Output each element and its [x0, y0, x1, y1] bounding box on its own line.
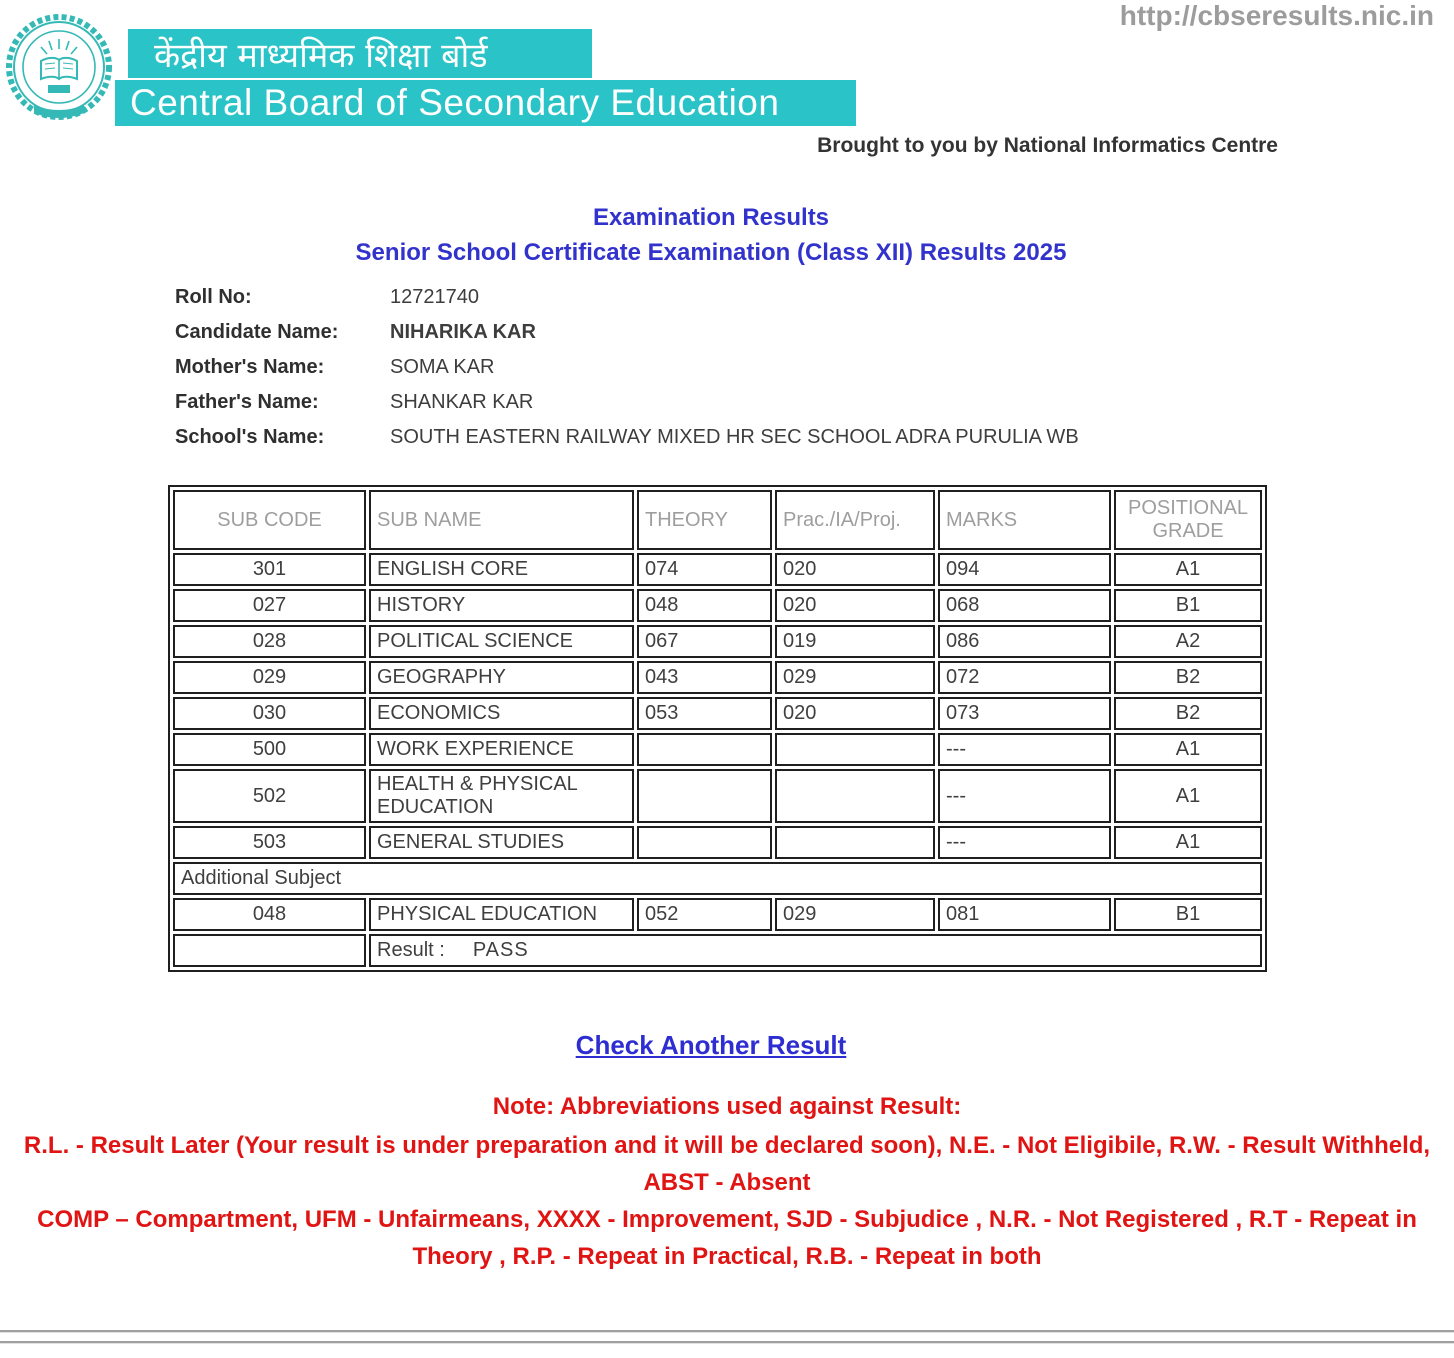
sub-name-cell: WORK EXPERIENCE: [369, 733, 634, 766]
brought-by-line: Brought to you by National Informatics Centre: [817, 134, 1278, 157]
result-row: [173, 934, 1262, 967]
positional-grade-cell: A1: [1114, 733, 1262, 766]
practical-marks-cell: 020: [775, 697, 935, 730]
sub-code-cell: 028: [173, 625, 366, 658]
sub-code-cell: 301: [173, 553, 366, 586]
total-marks-cell: 073: [938, 697, 1111, 730]
theory-marks-cell: 067: [637, 625, 772, 658]
column-header: SUB CODE: [173, 490, 366, 550]
sub-code-cell: 027: [173, 589, 366, 622]
info-value: 12721740: [390, 286, 479, 308]
note-heading: Note: Abbreviations used against Result:: [492, 1093, 962, 1120]
sub-code-cell: 503: [173, 826, 366, 859]
info-row: [175, 385, 1454, 420]
info-row: [175, 420, 1454, 455]
subject-row: [173, 553, 1262, 586]
result-value: PASS: [472, 939, 529, 961]
hindi-title-banner: [128, 29, 592, 78]
page-header: [0, 0, 1454, 168]
theory-marks-cell: 053: [637, 697, 772, 730]
info-row: [175, 280, 1454, 315]
additional-subject-row: [173, 862, 1262, 895]
subject-row: [173, 769, 1262, 823]
check-link-wrap: [0, 1030, 1422, 1061]
practical-marks-cell: [775, 826, 935, 859]
positional-grade-cell: A1: [1114, 769, 1262, 823]
page-subtitle: Senior School Certificate Examination (Class XII) Results 2025: [355, 239, 1067, 266]
hindi-title-text: केंद्रीय माध्यमिक शिक्षा बोर्ड: [154, 35, 488, 76]
info-label: Mother's Name:: [175, 356, 325, 378]
theory-marks-cell: [637, 769, 772, 823]
total-marks-cell: ---: [938, 769, 1111, 823]
note-line-1: R.L. - Result Later (Your result is under preparation and it will be declared soon), N.E. - Not Eligibile, R.W. - Result Withheld, ABST - Absent: [23, 1132, 1431, 1196]
theory-marks-cell: 043: [637, 661, 772, 694]
sub-name-cell: PHYSICAL EDUCATION: [369, 898, 634, 931]
practical-marks-cell: 029: [775, 661, 935, 694]
info-value: SOUTH EASTERN RAILWAY MIXED HR SEC SCHOOL ADRA PURULIA WB: [390, 426, 1079, 448]
subject-row: [173, 589, 1262, 622]
subject-row: [173, 697, 1262, 730]
additional-subject-label: Additional Subject: [173, 862, 1262, 895]
theory-marks-cell: [637, 826, 772, 859]
sub-name-cell: GENERAL STUDIES: [369, 826, 634, 859]
info-label: Roll No:: [175, 286, 252, 308]
total-marks-cell: 094: [938, 553, 1111, 586]
english-title-text: Central Board of Secondary Education: [130, 82, 780, 123]
sub-code-cell: 048: [173, 898, 366, 931]
sub-name-cell: ENGLISH CORE: [369, 553, 634, 586]
candidate-info: [175, 280, 1454, 455]
total-marks-cell: ---: [938, 733, 1111, 766]
horizontal-rule: [0, 1330, 1454, 1333]
theory-marks-cell: [637, 733, 772, 766]
info-value: SHANKAR KAR: [390, 391, 534, 413]
check-another-result-link[interactable]: Check Another Result: [575, 1030, 847, 1060]
page-titles: [0, 200, 1422, 270]
marks-table: [168, 485, 1267, 972]
subject-row: [173, 826, 1262, 859]
result-empty-cell: [173, 934, 366, 967]
header-row: [173, 490, 1262, 550]
positional-grade-cell: A1: [1114, 826, 1262, 859]
practical-marks-cell: [775, 733, 935, 766]
info-label: School's Name:: [175, 426, 325, 448]
page-title: Examination Results: [592, 204, 830, 231]
positional-grade-cell: A2: [1114, 625, 1262, 658]
total-marks-cell: ---: [938, 826, 1111, 859]
result-label: Result :: [377, 939, 445, 961]
note-line-2: COMP – Compartment, UFM - Unfairmeans, XXXX - Improvement, SJD - Subjudice , N.R. - Not Registered , R.T - Repeat in Theory , R.P. - Repeat in Practical, R.B. - Repeat in both: [37, 1206, 1417, 1270]
column-header: THEORY: [637, 490, 772, 550]
cbse-emblem-icon: [6, 3, 112, 139]
horizontal-rule: [0, 1341, 1454, 1344]
positional-grade-cell: B2: [1114, 661, 1262, 694]
theory-marks-cell: 074: [637, 553, 772, 586]
site-url: http://cbseresults.nic.in: [1119, 0, 1434, 31]
info-value: NIHARIKA KAR: [390, 321, 536, 343]
total-marks-cell: 086: [938, 625, 1111, 658]
practical-marks-cell: 020: [775, 553, 935, 586]
info-row: [175, 315, 1454, 350]
positional-grade-cell: B2: [1114, 697, 1262, 730]
practical-marks-cell: 019: [775, 625, 935, 658]
sub-name-cell: ECONOMICS: [369, 697, 634, 730]
subject-row: [173, 898, 1262, 931]
sub-code-cell: 029: [173, 661, 366, 694]
sub-code-cell: 502: [173, 769, 366, 823]
subject-row: [173, 625, 1262, 658]
sub-name-cell: HEALTH & PHYSICAL EDUCATION: [369, 769, 634, 823]
sub-name-cell: GEOGRAPHY: [369, 661, 634, 694]
positional-grade-cell: B1: [1114, 898, 1262, 931]
subject-row: [173, 661, 1262, 694]
subject-row: [173, 733, 1262, 766]
sub-name-cell: POLITICAL SCIENCE: [369, 625, 634, 658]
positional-grade-cell: B1: [1114, 589, 1262, 622]
practical-marks-cell: 020: [775, 589, 935, 622]
sub-code-cell: 030: [173, 697, 366, 730]
info-row: [175, 350, 1454, 385]
practical-marks-cell: [775, 769, 935, 823]
total-marks-cell: 081: [938, 898, 1111, 931]
info-value: SOMA KAR: [390, 356, 495, 378]
info-label: Father's Name:: [175, 391, 319, 413]
sub-code-cell: 500: [173, 733, 366, 766]
total-marks-cell: 072: [938, 661, 1111, 694]
info-label: Candidate Name:: [175, 321, 339, 343]
footer-rules: [0, 1330, 1454, 1352]
result-cell: [369, 934, 1262, 967]
sub-name-cell: HISTORY: [369, 589, 634, 622]
theory-marks-cell: 052: [637, 898, 772, 931]
total-marks-cell: 068: [938, 589, 1111, 622]
theory-marks-cell: 048: [637, 589, 772, 622]
practical-marks-cell: 029: [775, 898, 935, 931]
abbreviation-notes: [0, 1093, 1454, 1275]
column-header: MARKS: [938, 490, 1111, 550]
column-header: POSITIONAL GRADE: [1114, 490, 1262, 550]
english-title-banner: [115, 80, 856, 126]
column-header: Prac./IA/Proj.: [775, 490, 935, 550]
positional-grade-cell: A1: [1114, 553, 1262, 586]
column-header: SUB NAME: [369, 490, 634, 550]
